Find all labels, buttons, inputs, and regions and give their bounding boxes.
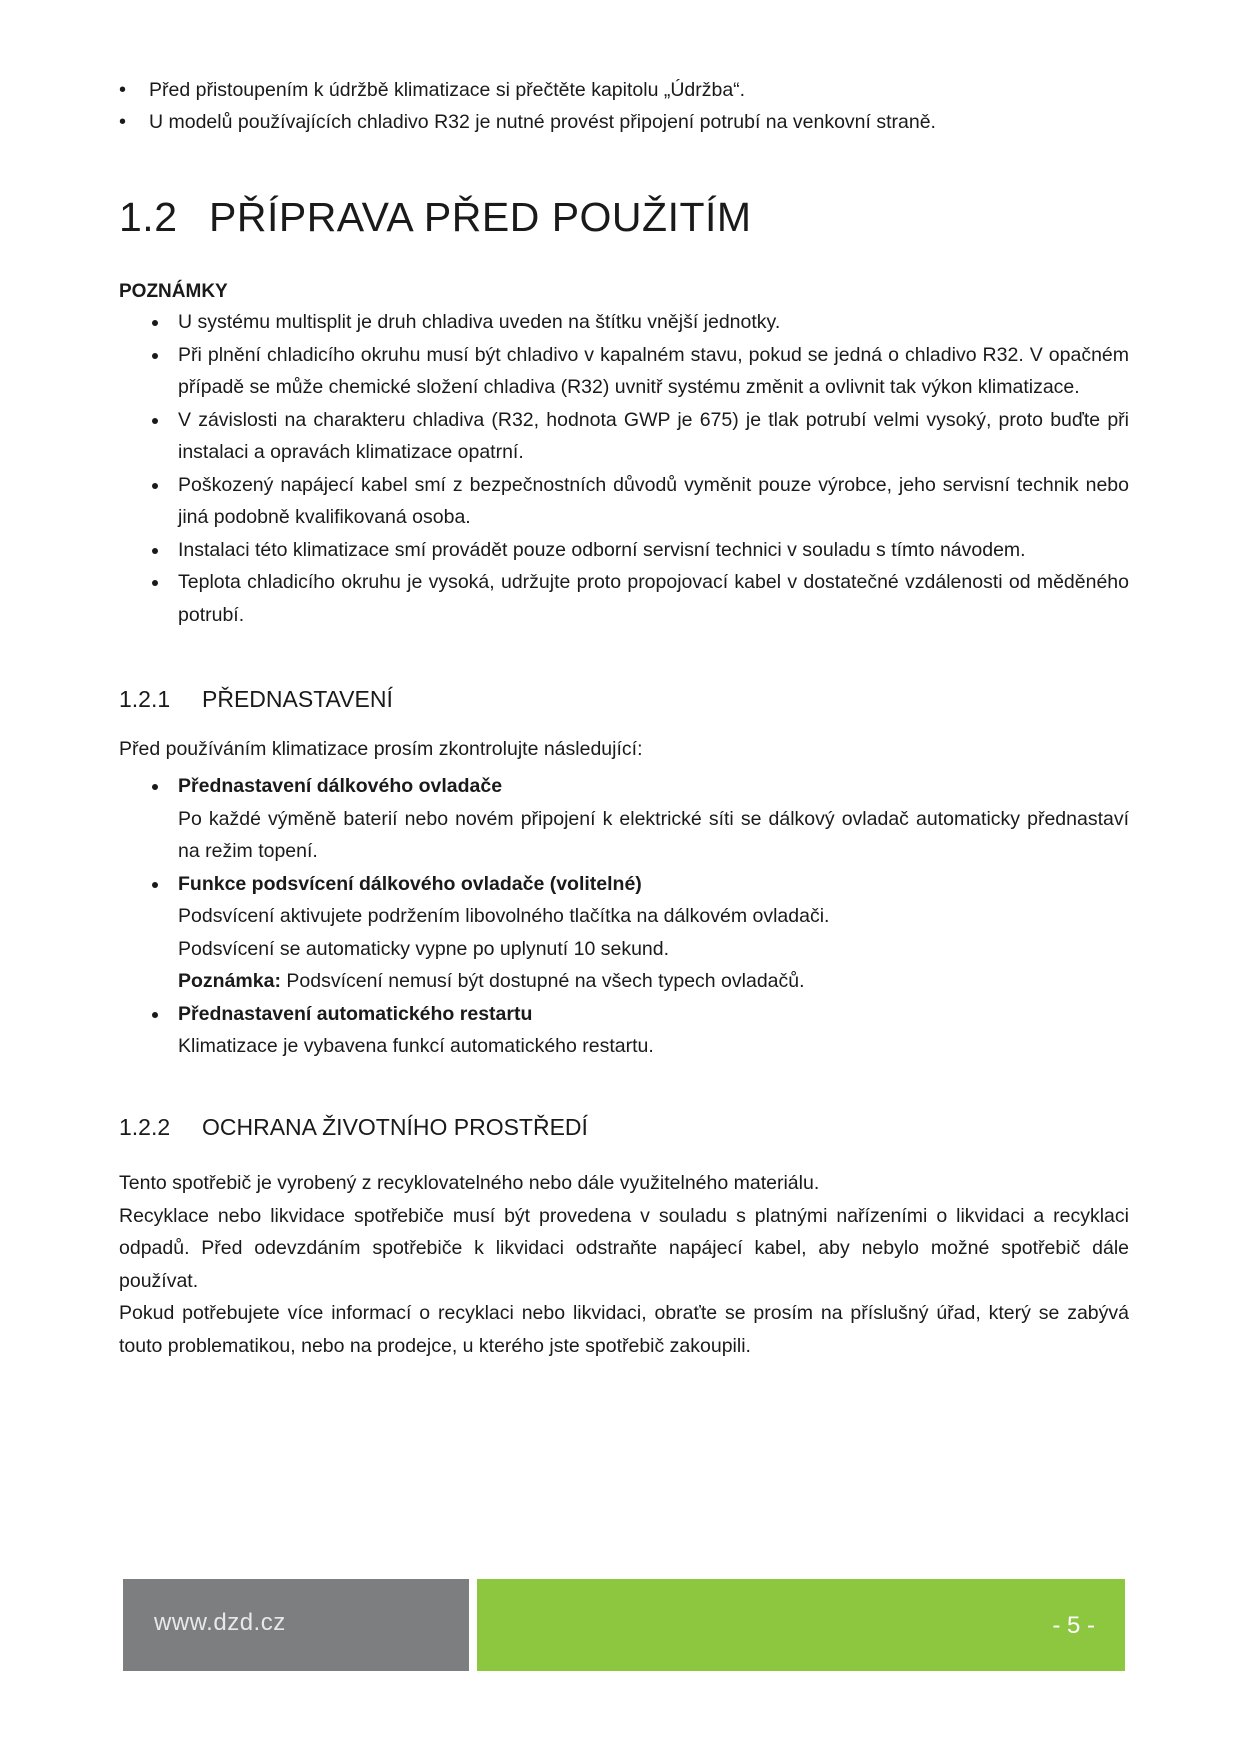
top-bullet-list (119, 74, 1129, 138)
section-title: PŘÍPRAVA PŘED POUŽITÍM (209, 194, 752, 240)
item-text: Klimatizace je vybavena funkcí automatického restartu. (178, 1035, 654, 1057)
environment-text (119, 1167, 1129, 1362)
subsection-title: PŘEDNASTAVENÍ (202, 686, 393, 712)
item-title: Přednastavení dálkového ovladače (178, 775, 503, 797)
list-item (119, 868, 1129, 998)
subsection-number: 1.2.2 (119, 1114, 171, 1140)
footer-url: www.dzd.cz (154, 1609, 286, 1636)
item-text: Podsvícení se automaticky vypne po uplynutí 10 sekund. (178, 937, 670, 960)
list-item: • Před přistoupením k údržbě klimatizace si přečtěte kapitolu „Údržba“. (119, 74, 1129, 106)
subsection-heading (119, 686, 393, 713)
section-number: 1.2 (119, 194, 178, 240)
paragraph: Tento spotřebič je vyrobený z recyklovatelného nebo dále využitelného materiálu. (119, 1172, 820, 1194)
notes-title: POZNÁMKY (119, 281, 228, 302)
list-item: Instalaci této klimatizace smí provádět pouze odborní servisní technici v souladu s tímto návodem. (119, 534, 1129, 567)
subsection-title: OCHRANA ŽIVOTNÍHO PROSTŘEDÍ (202, 1114, 588, 1140)
subsection-intro: Před používáním klimatizace prosím zkontrolujte následující: (119, 738, 643, 760)
footer-right-bar (477, 1579, 1125, 1671)
footer-left-bar (123, 1579, 469, 1671)
list-item: • U modelů používajících chladivo R32 je nutné provést připojení potrubí na venkovní straně. (119, 106, 1129, 138)
list-item: Poškozený napájecí kabel smí z bezpečnostních důvodů vyměnit pouze výrobce, jeho servisní technik nebo jiná podobně kvalifikovaná osoba. (119, 469, 1129, 534)
notes-list (119, 306, 1129, 631)
paragraph: Pokud potřebujete více informací o recyklaci nebo likvidaci, obraťte se prosím na příslušný úřad, který se zabývá touto problematikou, nebo na prodejce, u kterého jste spotřebič zakoupili. (119, 1302, 1129, 1357)
page-number: - 5 - (1052, 1612, 1095, 1639)
note-text: Podsvícení nemusí být dostupné na všech typech ovladačů. (280, 970, 805, 992)
item-note (178, 965, 1129, 998)
subsection-heading (119, 1114, 588, 1141)
section-heading (119, 194, 752, 241)
item-title: Funkce podsvícení dálkového ovladače (volitelné) (178, 872, 642, 895)
list-item (119, 770, 1129, 868)
list-item: Teplota chladicího okruhu je vysoká, udržujte proto propojovací kabel v dostatečné vzdálenosti od měděného potrubí. (119, 566, 1129, 631)
item-text: Po každé výměně baterií nebo novém připojení k elektrické síti se dálkový ovladač automaticky přednastaví na režim topení. (178, 807, 1129, 862)
presettings-list (119, 770, 1129, 1063)
note-label: Poznámka: (178, 970, 281, 992)
subsection-number: 1.2.1 (119, 686, 171, 712)
list-item (119, 998, 1129, 1063)
list-item: Při plnění chladicího okruhu musí být chladivo v kapalném stavu, pokud se jedná o chladivo R32. V opačném případě se může chemické složení chladiva (R32) uvnitř systému změnit a ovlivnit tak výkon klimatizace. (119, 339, 1129, 404)
list-item: V závislosti na charakteru chladiva (R32, hodnota GWP je 675) je tlak potrubí velmi vysoký, proto buďte při instalaci a opravách klimatizace opatrní. (119, 404, 1129, 469)
paragraph: Recyklace nebo likvidace spotřebiče musí být provedena v souladu s platnými nařízeními o likvidaci a recyklaci odpadů. Před odevzdáním spotřebiče k likvidaci odstraňte napájecí kabel, aby nebylo možné spotřebič dále používat. (119, 1204, 1129, 1292)
item-title: Přednastavení automatického restartu (178, 1002, 533, 1025)
list-item: U systému multisplit je druh chladiva uveden na štítku vnější jednotky. (119, 306, 1129, 339)
item-text: Podsvícení aktivujete podržením libovolného tlačítka na dálkovém ovladači. (178, 905, 830, 927)
